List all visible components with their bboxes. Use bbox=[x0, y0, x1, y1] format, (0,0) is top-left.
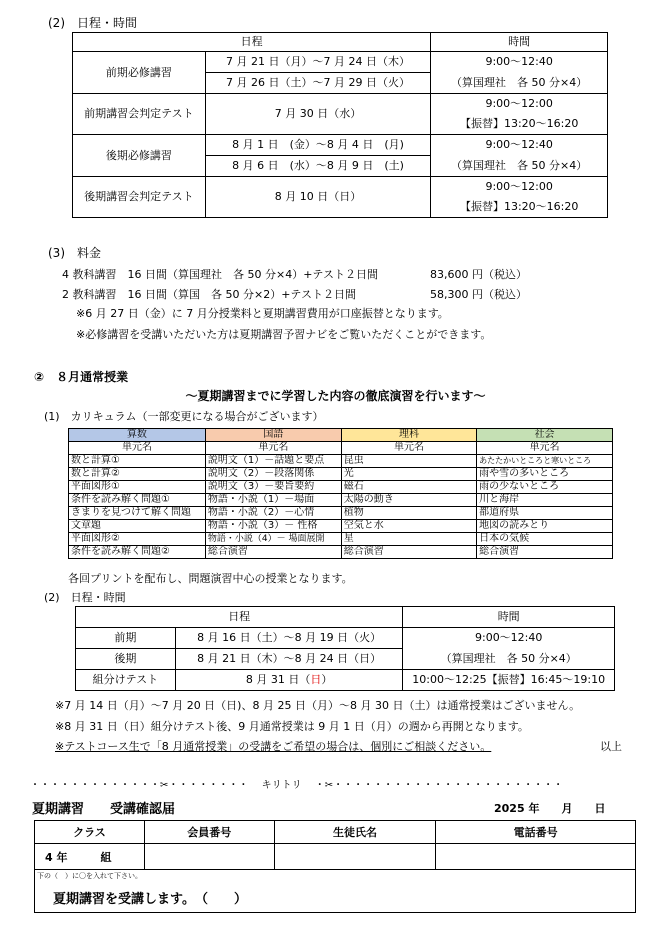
curriculum-row bbox=[69, 520, 613, 533]
header-member-number: 会員番号 bbox=[144, 821, 274, 844]
unit-cell: 説明文（2）－段落関係 bbox=[205, 468, 341, 481]
form-instruction: 下の（ ）に〇を入れて下さい。 bbox=[37, 872, 142, 880]
unit-cell: 説明文（3）－要旨要約 bbox=[205, 481, 341, 494]
date-text: 8 月 31 日（ bbox=[245, 673, 311, 686]
row-name: 組分けテスト bbox=[76, 670, 176, 691]
unit-cell: 植物 bbox=[341, 507, 476, 520]
section-2-heading: (2) 日程・時間 bbox=[48, 16, 137, 30]
confirmation-form-table bbox=[34, 820, 636, 913]
unit-cell: 昆虫 bbox=[341, 455, 476, 468]
date-cell: 7 月 26 日（土）～7 月 29 日（火） bbox=[205, 73, 431, 94]
curriculum-row bbox=[69, 546, 613, 559]
unit-cell: 磁石 bbox=[341, 481, 476, 494]
unit-cell: 説明文（1）－話題と要点 bbox=[205, 455, 341, 468]
date-cell: 8 月 10 日（日） bbox=[205, 177, 431, 218]
col-header-time: 時間 bbox=[403, 607, 615, 628]
unit-cell: 数と計算② bbox=[69, 468, 206, 481]
date-cell: 8 月 21 日（木）～8 月 24 日（日） bbox=[175, 649, 403, 670]
unit-cell: 物語・小説（3）－ 性格 bbox=[205, 520, 341, 533]
curriculum-row bbox=[69, 507, 613, 520]
time-cell: （算国理社 各 50 分×4） bbox=[431, 156, 608, 177]
unit-cell: 物語・小説（4）－ 場面展開 bbox=[205, 533, 341, 546]
time-cell: 9:00～12:00 bbox=[431, 94, 608, 115]
date-cell: 8 月 1 日 (金）～8 月 4 日 (月) bbox=[205, 135, 431, 156]
row-name: 後期必修講習 bbox=[73, 135, 206, 177]
row-name: 後期 bbox=[76, 649, 176, 670]
time-cell: 9:00～12:40 bbox=[403, 628, 615, 649]
curriculum-row bbox=[69, 481, 613, 494]
unit-cell: 星 bbox=[341, 533, 476, 546]
unit-cell: あたたかいところと寒いところ bbox=[477, 455, 613, 468]
time-cell: 9:00～12:40 bbox=[431, 135, 608, 156]
unit-cell: きまりを見つけて解く問題 bbox=[69, 507, 206, 520]
date-cell: 8 月 6 日 (水）～8 月 9 日 (土) bbox=[205, 156, 431, 177]
curriculum-table bbox=[68, 428, 613, 559]
date-cell: 7 月 21 日（月）～7 月 24 日（木） bbox=[205, 52, 431, 73]
fee-2-subjects-price: 58,300 円（税込） bbox=[430, 288, 527, 301]
august-heading: ② ８月通常授業 bbox=[34, 370, 129, 384]
unit-cell: 条件を読み解く問題① bbox=[69, 494, 206, 507]
unit-cell: 物語・小説（2）－心情 bbox=[205, 507, 341, 520]
unit-cell: 総合演習 bbox=[477, 546, 613, 559]
date-text-end: ） bbox=[321, 673, 333, 686]
fee-note-1: ※6 月 27 日（金）に 7 月分授業料と夏期講習費用が口座振替となります。 bbox=[76, 307, 449, 320]
class-field[interactable]: 4 年 組 bbox=[35, 844, 145, 870]
fee-note-2: ※必修講習を受講いただいた方は夏期講習予習ナビをご覧いただくことができます。 bbox=[76, 328, 492, 341]
header-student-name: 生徒氏名 bbox=[274, 821, 436, 844]
unit-cell: 地図の読みとり bbox=[477, 520, 613, 533]
subject-japanese: 国語 bbox=[205, 429, 341, 442]
fee-2-subjects: 2 教科講習 16 日間（算国 各 50 分×2）+テスト２日間 bbox=[62, 288, 356, 301]
august-note-2: ※8 月 31 日（日）組分けテスト後、9 月通常授業は 9 月 1 日（月）の週から再開となります。 bbox=[55, 720, 529, 733]
time-cell: 9:00～12:40 bbox=[431, 52, 608, 73]
unit-label: 単元名 bbox=[341, 442, 476, 455]
unit-cell: 総合演習 bbox=[341, 546, 476, 559]
cut-line-dots-left: ・・・・・・・・・・・・・✂・・・・・・・・ bbox=[30, 780, 249, 791]
august-note-1: ※7 月 14 日（月）～7 月 20 日（日)、8 月 25 日（月）～8 月 30 日（土）は通常授業はございません。 bbox=[55, 699, 581, 712]
row-name: 前期必修講習 bbox=[73, 52, 206, 94]
unit-cell: 太陽の動き bbox=[341, 494, 476, 507]
date-cell: 7 月 30 日（水） bbox=[205, 94, 431, 135]
member-number-field[interactable] bbox=[144, 844, 274, 870]
august-subtitle: ～夏期講習までに学習した内容の徹底演習を行います～ bbox=[185, 389, 486, 403]
cut-line-label: キリトリ bbox=[261, 780, 302, 791]
cut-line bbox=[30, 776, 650, 791]
row-name: 前期 bbox=[76, 628, 176, 649]
august-schedule-heading: (2) 日程・時間 bbox=[44, 591, 126, 604]
header-phone: 電話番号 bbox=[436, 821, 636, 844]
unit-label: 単元名 bbox=[69, 442, 206, 455]
unit-cell: 川と海岸 bbox=[477, 494, 613, 507]
august-schedule-table bbox=[75, 606, 615, 691]
col-header-dates: 日程 bbox=[73, 33, 431, 52]
unit-cell: 光 bbox=[341, 468, 476, 481]
time-cell: 【振替】13:20～16:20 bbox=[431, 197, 608, 218]
unit-cell: 空気と水 bbox=[341, 520, 476, 533]
unit-cell: 都道府県 bbox=[477, 507, 613, 520]
unit-cell: 数と計算① bbox=[69, 455, 206, 468]
row-name: 前期講習会判定テスト bbox=[73, 94, 206, 135]
unit-cell: 物語・小説（1）－場面 bbox=[205, 494, 341, 507]
curriculum-row bbox=[69, 494, 613, 507]
date-cell: 8 月 16 日（土）～8 月 19 日（火） bbox=[175, 628, 403, 649]
unit-cell: 日本の気候 bbox=[477, 533, 613, 546]
unit-cell: 雨の少ないところ bbox=[477, 481, 613, 494]
unit-cell: 平面図形② bbox=[69, 533, 206, 546]
end-mark: 以上 bbox=[600, 740, 622, 753]
unit-cell: 総合演習 bbox=[205, 546, 341, 559]
phone-field[interactable] bbox=[436, 844, 636, 870]
curriculum-row bbox=[69, 455, 613, 468]
time-cell: 10:00～12:25【振替】16:45～19:10 bbox=[403, 670, 615, 691]
header-class: クラス bbox=[35, 821, 145, 844]
unit-cell: 平面図形① bbox=[69, 481, 206, 494]
cut-line-dots-right: ・✂・・・・・・・・・・・・・・・・・・・・・・・ bbox=[314, 780, 564, 791]
august-note-3: ※テストコース生で「8 月通常授業」の受講をご希望の場合は、個別にご相談ください。 bbox=[55, 740, 492, 753]
student-name-field[interactable] bbox=[274, 844, 436, 870]
unit-cell: 条件を読み解く問題② bbox=[69, 546, 206, 559]
unit-cell: 文章題 bbox=[69, 520, 206, 533]
attendance-statement[interactable]: 夏期講習を受講します。 （ ） bbox=[53, 892, 247, 907]
subject-science: 理科 bbox=[341, 429, 476, 442]
time-cell: 【振替】13:20～16:20 bbox=[431, 114, 608, 135]
unit-label: 単元名 bbox=[477, 442, 613, 455]
fee-4-subjects-price: 83,600 円（税込） bbox=[430, 268, 527, 281]
time-cell: 9:00～12:00 bbox=[431, 177, 608, 198]
curriculum-row bbox=[69, 533, 613, 546]
subject-math: 算数 bbox=[69, 429, 206, 442]
attendance-cell bbox=[35, 870, 636, 913]
unit-label: 単元名 bbox=[205, 442, 341, 455]
curriculum-row bbox=[69, 468, 613, 481]
curriculum-heading: (1) カリキュラム（一部変更になる場合がございます） bbox=[44, 410, 324, 423]
col-header-dates: 日程 bbox=[76, 607, 403, 628]
time-cell: （算国理社 各 50 分×4） bbox=[403, 649, 615, 670]
form-date: 2025 年 月 日 bbox=[494, 802, 606, 815]
section-3-heading: (3) 料金 bbox=[48, 246, 101, 260]
form-title: 夏期講習 受講確認届 bbox=[32, 802, 176, 817]
date-cell bbox=[175, 670, 403, 691]
subject-social: 社会 bbox=[477, 429, 613, 442]
fee-4-subjects: 4 教科講習 16 日間（算国理社 各 50 分×4）+テスト２日間 bbox=[62, 268, 378, 281]
col-header-time: 時間 bbox=[431, 33, 608, 52]
sunday-text: 日 bbox=[310, 673, 322, 686]
summer-schedule-table bbox=[72, 32, 608, 218]
curriculum-note: 各回プリントを配布し、問題演習中心の授業となります。 bbox=[68, 572, 353, 585]
row-name: 後期講習会判定テスト bbox=[73, 177, 206, 218]
time-cell: （算国理社 各 50 分×4） bbox=[431, 73, 608, 94]
unit-cell: 雨や雪の多いところ bbox=[477, 468, 613, 481]
